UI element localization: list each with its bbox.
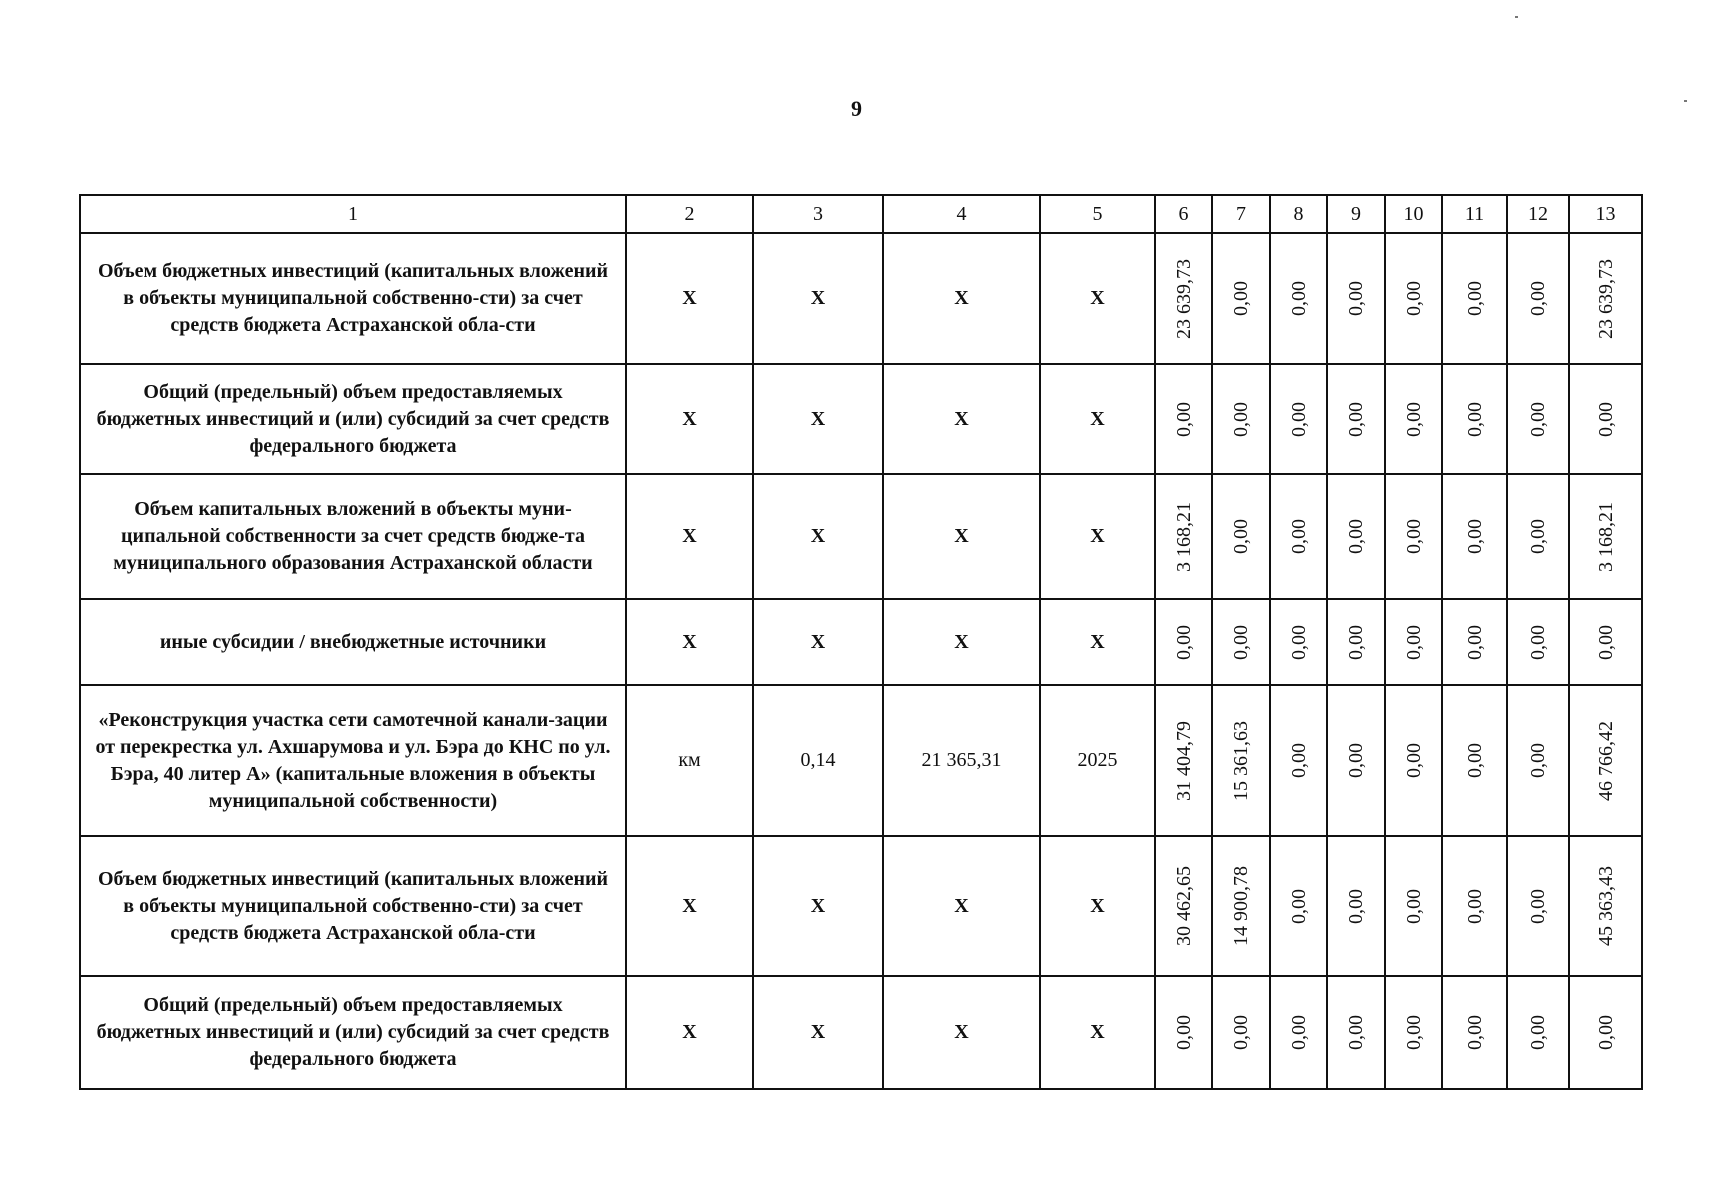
estimate-cell: Х	[883, 976, 1040, 1089]
value-cell: 0,00	[1212, 976, 1270, 1089]
year-cell: Х	[1040, 474, 1155, 599]
value-cell: 23 639,73	[1155, 233, 1212, 364]
unit-cell: Х	[626, 599, 753, 685]
row-description: Объем бюджетных инвестиций (капитальных вложений в объекты муниципальной собственно-сти) за счет средств бюджета Астраханской обла-сти	[80, 836, 626, 976]
value-cell: 0,00	[1327, 976, 1385, 1089]
value-cell: 0,00	[1507, 836, 1569, 976]
value-cell: 0,00	[1327, 836, 1385, 976]
value-cell: 0,00	[1385, 836, 1442, 976]
value-cell: 0,00	[1212, 364, 1270, 474]
value-cell: 0,00	[1327, 685, 1385, 836]
estimate-cell: Х	[883, 599, 1040, 685]
table-row	[80, 364, 1642, 474]
value-cell: 30 462,65	[1155, 836, 1212, 976]
value-cell: 0,00	[1442, 474, 1507, 599]
header-cell: 9	[1327, 195, 1385, 233]
year-cell: Х	[1040, 836, 1155, 976]
value-cell: 0,00	[1212, 233, 1270, 364]
estimate-cell: 21 365,31	[883, 685, 1040, 836]
unit-cell: Х	[626, 976, 753, 1089]
value-cell: 0,00	[1569, 976, 1642, 1089]
capacity-cell: Х	[753, 836, 883, 976]
value-cell: 0,00	[1569, 599, 1642, 685]
value-cell: 0,00	[1442, 976, 1507, 1089]
value-cell: 0,00	[1507, 685, 1569, 836]
value-cell: 45 363,43	[1569, 836, 1642, 976]
year-cell: 2025	[1040, 685, 1155, 836]
capacity-cell: Х	[753, 233, 883, 364]
header-cell: 1	[80, 195, 626, 233]
value-cell: 0,00	[1507, 976, 1569, 1089]
budget-table	[79, 194, 1643, 1090]
header-cell: 8	[1270, 195, 1327, 233]
estimate-cell: Х	[883, 364, 1040, 474]
estimate-cell: Х	[883, 474, 1040, 599]
scan-speck	[1684, 100, 1687, 102]
value-cell: 0,00	[1155, 976, 1212, 1089]
value-cell: 15 361,63	[1212, 685, 1270, 836]
table-row	[80, 599, 1642, 685]
header-cell: 4	[883, 195, 1040, 233]
page-number: 9	[851, 96, 862, 121]
header-cell: 7	[1212, 195, 1270, 233]
value-cell: 23 639,73	[1569, 233, 1642, 364]
value-cell: 0,00	[1507, 474, 1569, 599]
year-cell: Х	[1040, 976, 1155, 1089]
table-row	[80, 474, 1642, 599]
header-cell: 11	[1442, 195, 1507, 233]
value-cell: 0,00	[1385, 233, 1442, 364]
value-cell: 0,00	[1442, 685, 1507, 836]
header-cell: 12	[1507, 195, 1569, 233]
value-cell: 0,00	[1270, 976, 1327, 1089]
value-cell: 0,00	[1385, 976, 1442, 1089]
unit-cell: Х	[626, 364, 753, 474]
value-cell: 46 766,42	[1569, 685, 1642, 836]
table-row	[80, 836, 1642, 976]
scan-speck	[1515, 16, 1518, 18]
value-cell: 14 900,78	[1212, 836, 1270, 976]
row-description: Общий (предельный) объем предоставляемых бюджетных инвестиций и (или) субсидий за счет средств федерального бюджета	[80, 364, 626, 474]
value-cell: 0,00	[1155, 599, 1212, 685]
unit-cell: км	[626, 685, 753, 836]
year-cell: Х	[1040, 364, 1155, 474]
estimate-cell: Х	[883, 233, 1040, 364]
value-cell: 0,00	[1442, 599, 1507, 685]
row-description: «Реконструкция участка сети самотечной канали-зации от перекрестка ул. Ахшарумова и ул. Бэра до КНС по ул. Бэра, 40 литер А» (капитальные вложения в объекты муниципальной собственности)	[80, 685, 626, 836]
value-cell: 0,00	[1212, 474, 1270, 599]
value-cell: 0,00	[1385, 474, 1442, 599]
header-cell: 13	[1569, 195, 1642, 233]
value-cell: 0,00	[1270, 233, 1327, 364]
value-cell: 0,00	[1212, 599, 1270, 685]
year-cell: Х	[1040, 599, 1155, 685]
capacity-cell: Х	[753, 599, 883, 685]
value-cell: 0,00	[1442, 233, 1507, 364]
value-cell: 0,00	[1327, 233, 1385, 364]
header-cell: 10	[1385, 195, 1442, 233]
year-cell: Х	[1040, 233, 1155, 364]
value-cell: 0,00	[1442, 364, 1507, 474]
table-row	[80, 685, 1642, 836]
value-cell: 0,00	[1385, 685, 1442, 836]
value-cell: 0,00	[1270, 685, 1327, 836]
unit-cell: Х	[626, 836, 753, 976]
estimate-cell: Х	[883, 836, 1040, 976]
header-row	[80, 195, 1642, 233]
capacity-cell: 0,14	[753, 685, 883, 836]
value-cell: 0,00	[1327, 599, 1385, 685]
header-cell: 3	[753, 195, 883, 233]
value-cell: 0,00	[1327, 364, 1385, 474]
unit-cell: Х	[626, 233, 753, 364]
value-cell: 0,00	[1270, 836, 1327, 976]
value-cell: 0,00	[1270, 364, 1327, 474]
table-row	[80, 976, 1642, 1089]
capacity-cell: Х	[753, 364, 883, 474]
unit-cell: Х	[626, 474, 753, 599]
value-cell: 0,00	[1270, 474, 1327, 599]
value-cell: 0,00	[1507, 599, 1569, 685]
value-cell: 0,00	[1327, 474, 1385, 599]
row-description: Объем бюджетных инвестиций (капитальных вложений в объекты муниципальной собственно-сти) за счет средств бюджета Астраханской обла-сти	[80, 233, 626, 364]
row-description: Общий (предельный) объем предоставляемых бюджетных инвестиций и (или) субсидий за счет средств федерального бюджета	[80, 976, 626, 1089]
value-cell: 0,00	[1385, 599, 1442, 685]
value-cell: 0,00	[1155, 364, 1212, 474]
value-cell: 0,00	[1507, 364, 1569, 474]
value-cell: 0,00	[1569, 364, 1642, 474]
header-cell: 5	[1040, 195, 1155, 233]
value-cell: 0,00	[1385, 364, 1442, 474]
value-cell: 0,00	[1270, 599, 1327, 685]
row-description: иные субсидии / внебюджетные источники	[80, 599, 626, 685]
capacity-cell: Х	[753, 976, 883, 1089]
value-cell: 3 168,21	[1155, 474, 1212, 599]
value-cell: 0,00	[1507, 233, 1569, 364]
row-description: Объем капитальных вложений в объекты муни-ципальной собственности за счет средств бюдже-та муниципального образования Астраханской области	[80, 474, 626, 599]
value-cell: 0,00	[1442, 836, 1507, 976]
table-row	[80, 233, 1642, 364]
capacity-cell: Х	[753, 474, 883, 599]
value-cell: 31 404,79	[1155, 685, 1212, 836]
header-cell: 6	[1155, 195, 1212, 233]
value-cell: 3 168,21	[1569, 474, 1642, 599]
header-cell: 2	[626, 195, 753, 233]
